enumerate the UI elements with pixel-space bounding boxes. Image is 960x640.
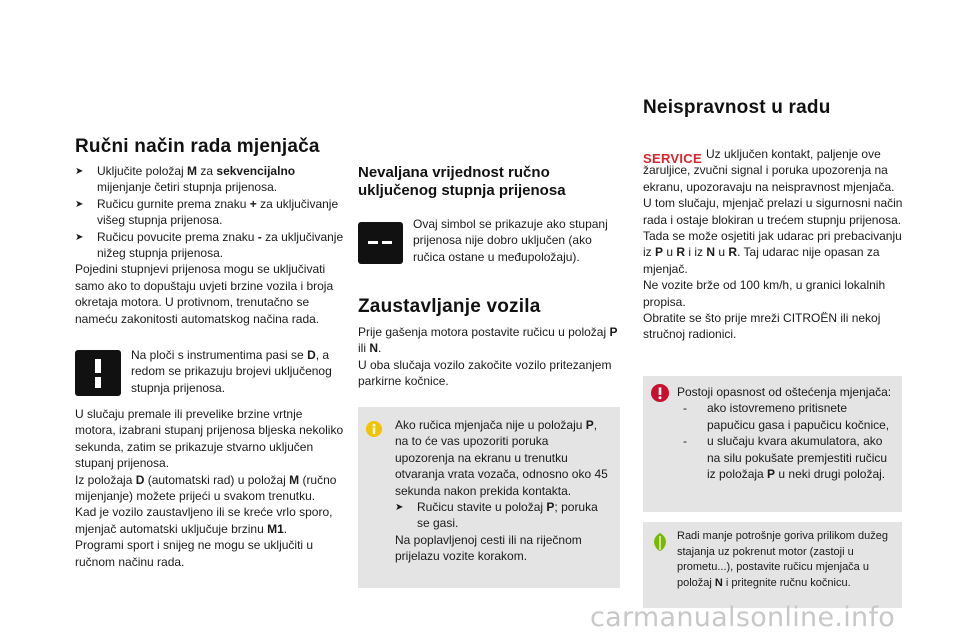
info-icon [366, 421, 382, 437]
paragraph: Iz položaja D (automatski rad) u položaj M (ručno mijenjanje) možete prijeći u svakom trenutku. [75, 472, 337, 504]
info-text: Ako ručica mjenjača nije u položaju P, na to će vas upozoriti poruka upozorenja na ekranu u trenutku otvaranja vrata vozača, odnosno oko 45 sekunda nakon prekida kontakta. ➤ Ručicu stavite u položaj P; poruka se gasi. Na poplavljenoj cesti ili na riječnom prijelazu vozite korakom. [395, 417, 610, 565]
bullet-arrow-icon: ➤ [75, 166, 84, 177]
paragraph: Pojedini stupnjevi prijenosa mogu se uključivati samo ako to dopuštaju uvjeti brzine vozila i broja okretaja motora. U protivnom, trenutačno se nameću zakonitosti automatskog načina rada. [75, 262, 334, 326]
info-box [358, 407, 620, 588]
watermark: carmanualsonline.info [590, 602, 896, 633]
list-item: ➤ Uključite položaj M za sekvencijalno mijenjanje četiri stupnja prijenosa. [75, 164, 296, 195]
list-item: - u slučaju kvara akumulatora, ako na silu pokušate premjestiti ručicu iz položaja P u neki drugi položaj. [683, 434, 888, 482]
gear-display-description: Na ploči s instrumentima pasi se D, a redom se prikazuju brojevi uključenog stupnja prijenosa. [131, 348, 332, 395]
eco-tip-box [643, 522, 902, 608]
gear-display-icon [75, 350, 121, 396]
section-title-stopping: Zaustavljanje vozila [358, 296, 541, 317]
malfunction-text [643, 146, 905, 343]
paragraph: U oba slučaja vozilo zakočite vozilo pritezanjem parkirne kočnice. [358, 357, 612, 389]
section-title-manual-mode: Ručni način rada mjenjača [75, 136, 320, 157]
service-warning-icon: SERVICE [643, 151, 702, 166]
manual-mode-instructions [75, 163, 345, 327]
paragraph: U slučaju premale ili prevelike brzine vrtnje motora, izabrani stupanj prijenosa bljeska nekoliko sekunda, zatim se prikazuje stvarno uključen stupanj prijenosa. [75, 407, 344, 471]
manual-mode-notes [75, 406, 345, 570]
bullet-arrow-icon: ➤ [75, 231, 84, 243]
list-item: - ako istovremeno pritisnete papučicu gasa i papučicu kočnice, [683, 401, 890, 432]
invalid-gear-description: Ovaj simbol se prikazuje ako stupanj prijenosa nije dobro uključen (ako ručica ostane u međupoložaju). [413, 217, 608, 264]
paragraph: Ne vozite brže od 100 km/h, u granici lokalnih propisa. [643, 278, 886, 309]
paragraph: Kad je vozilo zaustavljeno ili se kreće vrlo sporo, mjenjač automatski uključuje brzinu M1. [75, 505, 333, 536]
warning-text: Postoji opasnost od oštećenja mjenjača: - ako istovremeno pritisnete papučicu gasa i papučicu kočnice, - u slučaju kvara akumulatora, ako na silu pokušate premjestiti ručicu iz položaja P u neki drugi položaj. [677, 384, 895, 482]
paragraph: U tom slučaju, mjenjač prelazi u sigurnosni način rada i ostaje blokiran u trećem stupnju prijenosa. Tada se može osjetiti jak udarac pri prebacivanju iz P u R i iz N u R. Taj udarac nije opasan za mjenjač. [643, 196, 903, 276]
paragraph: Uz uključen kontakt, paljenje ove žaruljice, zvučni signal i poruka upozorenja na ekranu, upozoravaju na neispravnost mjenjača. [643, 147, 895, 194]
eco-tip-text: Radi manje potrošnje goriva prilikom dužeg stajanja uz pokrenut motor (zastoji u prometu...), postavite ručicu mjenjača u položaj N i pritegnite ručnu kočnicu. [677, 530, 888, 589]
list-item: ➤ Ručicu gurnite prema znaku + za uključivanje višeg stupnja prijenosa. [75, 196, 339, 228]
bullet-arrow-icon: ➤ [395, 502, 404, 514]
bullet-arrow-icon: ➤ [75, 198, 84, 210]
list-item: ➤ Ručicu povucite prema znaku - za uključivanje nižeg stupnja prijenosa. [75, 229, 344, 261]
list-item: ➤ Ručicu stavite u položaj P; poruka se gasi. [395, 500, 598, 531]
warning-box [643, 376, 902, 512]
paragraph: Obratite se što prije mreži CITROËN ili nekoj stručnoj radionici. [643, 311, 881, 342]
section-title-invalid-gear: Nevaljana vrijednost ručno uključenog stupnja prijenosa [358, 164, 566, 199]
warning-icon [651, 384, 669, 402]
invalid-gear-icon [358, 222, 403, 264]
leaf-icon [651, 532, 669, 552]
paragraph: Programi sport i snijeg ne mogu se uključiti u ručnom načinu rada. [75, 538, 314, 569]
stopping-instructions [358, 324, 623, 390]
paragraph: Prije gašenja motora postavite ručicu u položaj P ili N. [358, 325, 618, 356]
section-title-malfunction: Neispravnost u radu [643, 97, 831, 118]
